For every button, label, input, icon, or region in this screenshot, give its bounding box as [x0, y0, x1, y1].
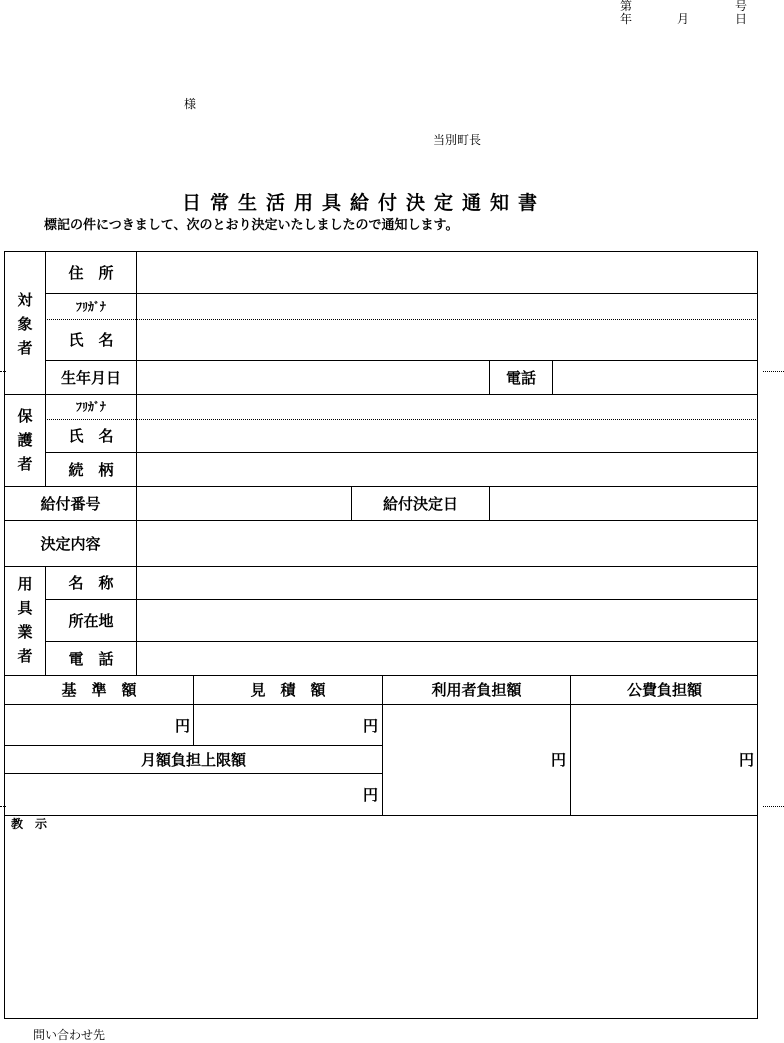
public-share-yen: 円	[739, 751, 755, 769]
subject-phone-label: 電話	[505, 368, 536, 387]
year-label: 年	[620, 12, 633, 26]
notice-label: 教 示	[11, 817, 48, 831]
vendor-group-label: 用 具 業 者	[17, 575, 33, 665]
user-share-yen: 円	[551, 751, 567, 769]
vendor-phone-label: 電 話	[68, 649, 114, 668]
fold-mark-right-lower	[763, 806, 784, 807]
form-table	[4, 251, 758, 1019]
subject-group-label: 対 象 者	[17, 291, 33, 357]
addressee-honorific: 様	[184, 97, 197, 111]
monthly-cap-yen: 円	[363, 786, 379, 804]
user-share-header: 利用者負担額	[431, 681, 522, 699]
guardian-relation-label: 続 柄	[68, 460, 114, 479]
public-share-header: 公費負担額	[626, 681, 702, 699]
number-suffix: 号	[735, 0, 748, 13]
subject-name-label: 氏 名	[68, 331, 114, 349]
guardian-furigana-label: ﾌﾘｶﾞﾅ	[75, 400, 106, 414]
monthly-cap-label: 月額負担上限額	[140, 750, 246, 769]
standard-amount-header: 基 準 額	[61, 681, 137, 699]
fold-mark-right	[763, 371, 784, 372]
standard-amount-yen: 円	[175, 717, 191, 735]
subject-furigana-label: ﾌﾘｶﾞﾅ	[75, 299, 106, 314]
month-label: 月	[677, 12, 690, 26]
grant-number-label: 給付番号	[40, 494, 101, 513]
estimate-amount-yen: 円	[363, 717, 379, 735]
grant-content-label: 決定内容	[40, 534, 101, 553]
vendor-location-label: 所在地	[68, 611, 114, 630]
contact-label: 問い合わせ先	[33, 1028, 106, 1042]
day-label: 日	[735, 12, 748, 26]
estimate-amount-header: 見 積 額	[250, 681, 326, 699]
subject-birthdate-label: 生年月日	[60, 368, 121, 387]
number-prefix: 第	[620, 0, 633, 13]
guardian-name-label: 氏 名	[68, 427, 114, 445]
intro-text: 標記の件につきまして、次のとおり決定いたしましたので通知します。	[44, 218, 459, 233]
guardian-group-label: 保 護 者	[17, 407, 33, 473]
issuer-name: 当別町長	[433, 133, 482, 147]
document-title: 日常生活用具給付決定通知書	[182, 192, 547, 214]
subject-address-label: 住 所	[68, 264, 114, 282]
grant-date-label: 給付決定日	[382, 494, 458, 513]
vendor-name-label: 名 称	[68, 574, 114, 592]
